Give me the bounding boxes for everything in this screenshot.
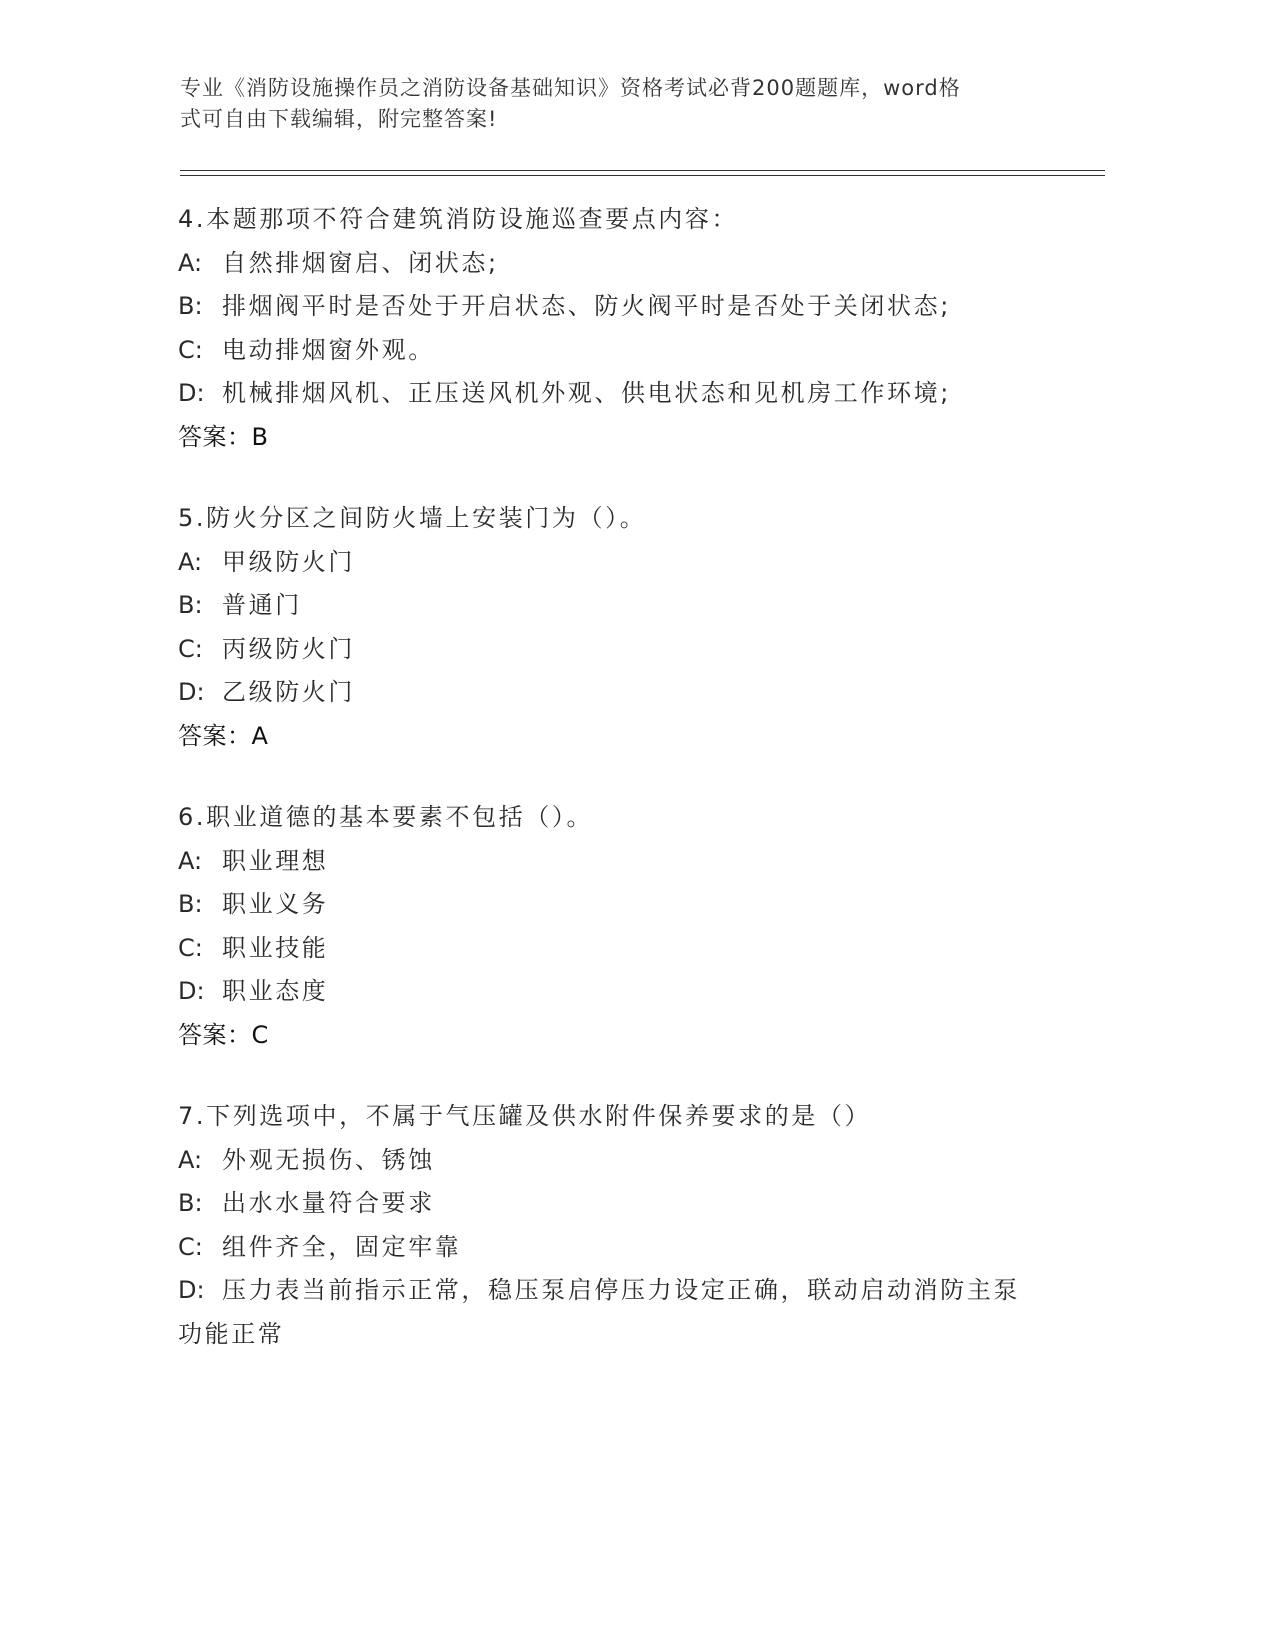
option-text: 机械排烟风机、正压送风机外观、供电状态和见机房工作环境; — [222, 379, 951, 408]
option-text: 普通门 — [222, 591, 302, 620]
option-b — [178, 883, 1078, 927]
option-c — [178, 628, 1078, 672]
header-divider-top — [180, 170, 1105, 171]
question-item — [178, 198, 1078, 459]
answer-line: 答案：C — [178, 1020, 269, 1049]
option-text: 自然排烟窗启、闭状态; — [222, 248, 499, 277]
question-stem: 4.本题那项不符合建筑消防设施巡查要点内容： — [178, 205, 739, 233]
option-text: 职业义务 — [222, 890, 329, 919]
option-text: 外观无损伤、锈蚀 — [222, 1145, 435, 1174]
question-item — [178, 497, 1078, 758]
option-key: A: — [178, 1145, 203, 1174]
header-line-1: 专业《消防设施操作员之消防设备基础知识》资格考试必背200题题库，word格 — [180, 76, 961, 100]
option-text: 出水水量符合要求 — [222, 1189, 435, 1218]
option-text: 职业态度 — [222, 977, 329, 1006]
option-text: 职业理想 — [222, 846, 329, 875]
option-a — [178, 1139, 1078, 1183]
option-key: D: — [178, 678, 205, 707]
option-key: C: — [178, 335, 203, 364]
option-text: 职业技能 — [222, 933, 329, 962]
question-stem: 6.职业道德的基本要素不包括（）。 — [178, 802, 594, 831]
option-key: D: — [178, 977, 205, 1006]
option-a — [178, 242, 1078, 286]
option-d — [178, 970, 1078, 1014]
question-item — [178, 1095, 1078, 1357]
option-key: A: — [178, 846, 203, 875]
question-item — [178, 796, 1078, 1057]
option-key: D: — [178, 1276, 205, 1305]
option-text: 排烟阀平时是否处于开启状态、防火阀平时是否处于关闭状态; — [222, 292, 951, 321]
question-stem: 7.下列选项中，不属于气压罐及供水附件保养要求的是（） — [178, 1101, 872, 1130]
option-text: 电动排烟窗外观。 — [222, 335, 435, 364]
answer-line: 答案：B — [178, 422, 269, 451]
question-stem: 5.防火分区之间防火墙上安装门为（）。 — [178, 503, 647, 532]
option-d — [178, 671, 1078, 715]
option-key: C: — [178, 933, 203, 962]
option-key: B: — [178, 1189, 203, 1218]
header-divider-bottom — [180, 175, 1105, 176]
option-text: 组件齐全，固定牢靠 — [222, 1232, 462, 1261]
question-list — [178, 198, 1078, 1394]
option-text: 压力表当前指示正常，稳压泵启停压力设定正确，联动启动消防主泵功能正常 — [178, 1276, 1020, 1348]
option-c — [178, 1226, 1078, 1270]
option-b — [178, 1182, 1078, 1226]
option-a — [178, 541, 1078, 585]
option-d — [178, 1269, 1038, 1356]
option-text: 丙级防火门 — [222, 634, 355, 663]
option-key: B: — [178, 292, 203, 321]
option-key: B: — [178, 591, 203, 620]
option-d — [178, 372, 1078, 416]
option-text: 乙级防火门 — [222, 678, 355, 707]
option-b — [178, 584, 1078, 628]
option-key: C: — [178, 1232, 203, 1261]
option-key: A: — [178, 547, 203, 576]
option-c — [178, 927, 1078, 971]
option-text: 甲级防火门 — [222, 547, 355, 576]
option-c — [178, 329, 1078, 373]
answer-line: 答案：A — [178, 721, 269, 750]
option-key: A: — [178, 248, 203, 277]
option-key: C: — [178, 634, 203, 663]
option-b — [178, 285, 1078, 329]
option-a — [178, 840, 1078, 884]
option-key: B: — [178, 890, 203, 919]
header-line-2: 式可自由下载编辑，附完整答案! — [180, 107, 498, 131]
option-key: D: — [178, 379, 205, 408]
document-header — [180, 73, 1060, 135]
